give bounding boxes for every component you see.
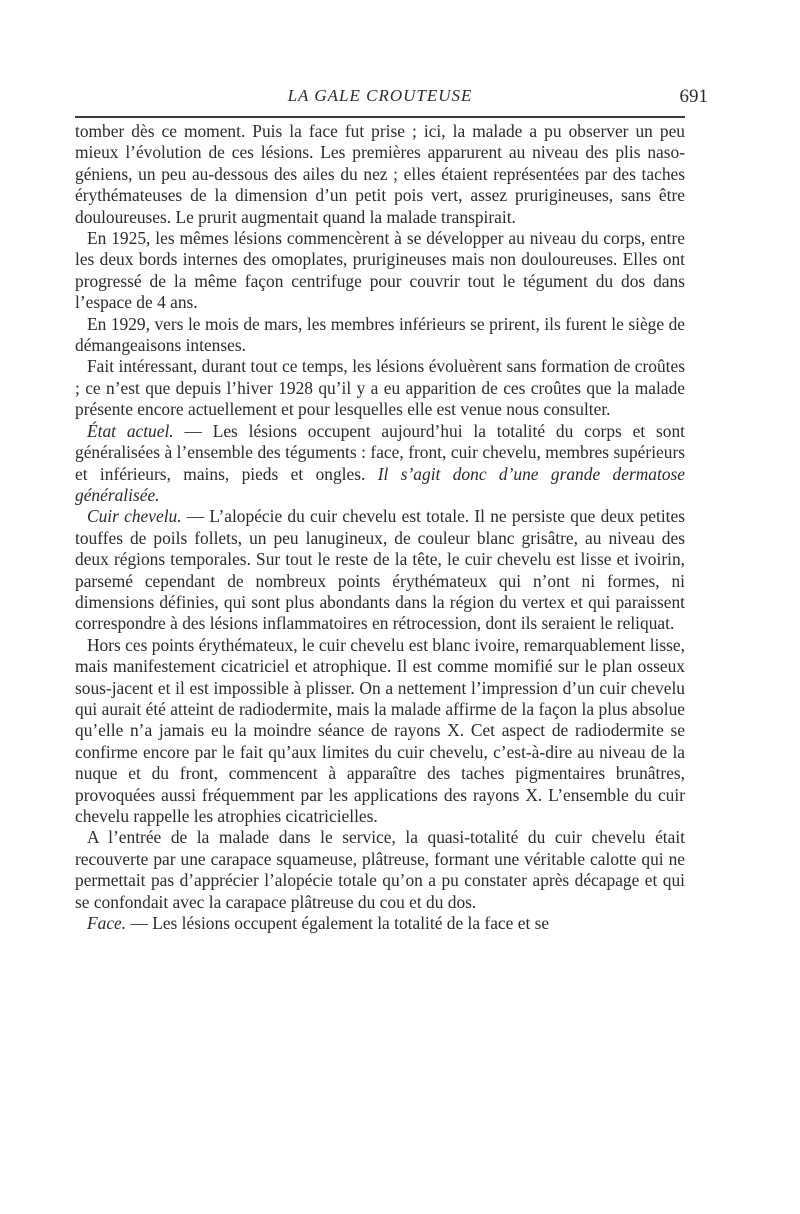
paragraph (75, 421, 685, 507)
paragraph-text: En 1925, les mêmes lésions commencèrent à se développer au niveau du corps, entre les deux bords internes des omoplates, prurigineuses mais non douloureuses. Elles ont progressé de la même façon centrifuge pour couvrir tout le tégument du dos dans l’espace de 4 ans. (75, 228, 685, 313)
body-text (75, 121, 685, 934)
paragraph (75, 827, 685, 913)
paragraph (75, 356, 685, 420)
paragraph-text: tomber dès ce moment. Puis la face fut prise ; ici, la malade a pu observer un peu mieux l’évolution de ces lésions. Les premières apparurent au niveau des plis naso-géniens, un peu au-dessous des ailes du nez ; elles étaient représentées par des taches érythémateuses de la dimension d’un petit pois vert, assez prurigineuses, sans être douloureuses. Le prurit augmentait quand la malade transpirait. (75, 121, 685, 227)
section-lead: Cuir chevelu. (87, 506, 182, 527)
paragraph (75, 635, 685, 828)
running-title: LA GALE CROUTEUSE (287, 86, 473, 105)
paragraph (75, 121, 685, 228)
paragraph-text: A l’entrée de la malade dans le service, la quasi-totalité du cuir chevelu était recouverte par une carapace squameuse, plâtreuse, formant une véritable calotte qui ne permettait pas d’apprécier l’alopécie totale qu’on a pu constater après décapage et qui se confondait avec la carapace plâtreuse du cou et du dos. (75, 827, 685, 912)
paragraph (75, 314, 685, 357)
section-lead: Face. (87, 913, 127, 934)
paragraph-text: — L’alopécie du cuir chevelu est totale. Il ne persiste que deux petites touffes de poils follets, un peu lanugineux, de couleur blanc grisâtre, au niveau des deux régions temporales. Sur tout le reste de la tête, le cuir chevelu est lisse et ivoirin, parsemé cependant de nombreux points érythémateux qui n’ont ni formes, ni dimensions définies, qui sont plus abondants dans la région du vertex et qui paraissent correspondre à des lésions inflammatoires en rétrocession, dont ils seraient le reliquat. (75, 506, 686, 634)
header-rule (75, 116, 685, 118)
page-number: 691 (679, 86, 708, 107)
paragraph-text: — Les lésions occupent également la totalité de la face et se (126, 913, 550, 934)
emphasis-text: Il s’agit donc d’une grande dermatose généralisée. (75, 463, 685, 505)
paragraph-text: En 1929, vers le mois de mars, les membres inférieurs se prirent, ils furent le siège de démangeaisons intenses. (75, 313, 685, 356)
section-lead: État actuel. (87, 420, 174, 441)
paragraph (75, 228, 685, 314)
paragraph-text: — Les lésions occupent aujourd’hui la totalité du corps et sont généralisées à l’ensemble des téguments : face, front, cuir chevelu, membres supérieurs et inférieurs, mains, pieds et ongles. (75, 420, 685, 484)
paragraph (75, 913, 685, 934)
paragraph (75, 506, 685, 634)
paragraph-text: Fait intéressant, durant tout ce temps, les lésions évoluèrent sans formation de croûtes ; ce n’est que depuis l’hiver 1928 qu’il y a eu apparition de ces croûtes que la malade présente encore actuellement et pour lesquelles elle est venue nous consulter. (75, 356, 685, 420)
paragraph-text: Hors ces points érythémateux, le cuir chevelu est blanc ivoire, remarquablement lisse, mais manifestement cicatriciel et atrophique. Il est comme momifié sur le plan osseux sous-jacent et il est impossible à plisser. On a nettement l’impression d’un cuir chevelu qui aurait été atteint de radiodermite, mais la malade affirme de la façon la plus absolue qu’elle n’a jamais eu la moindre séance de rayons X. Cet aspect de radiodermite se confirme encore par le fait qu’aux limites du cuir chevelu, c’est-à-dire au niveau de la nuque et du front, commencent à apparaître des taches pigmentaires brunâtres, provoquées aussi fréquemment par les applications des rayons X. L’ensemble du cuir chevelu rappelle les atrophies cicatricielles. (75, 634, 685, 826)
